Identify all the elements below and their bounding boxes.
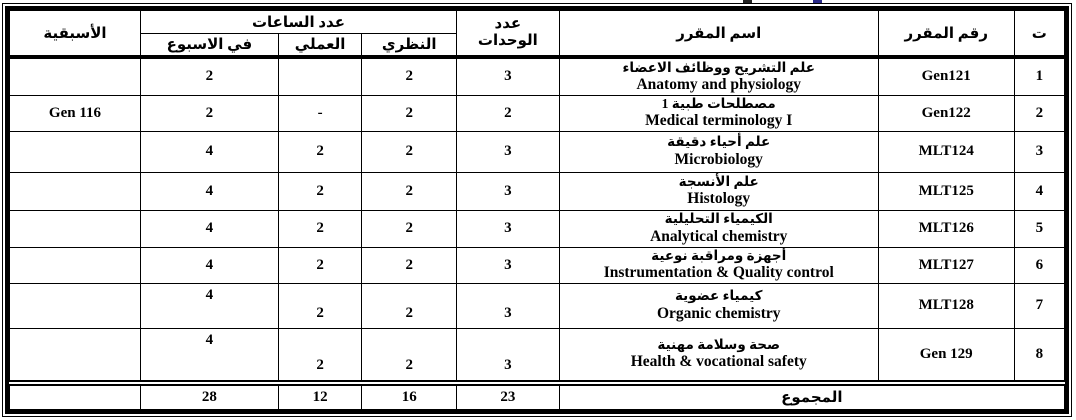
row-prerequisite [10,172,141,211]
header-row-1 [10,11,1065,34]
row-course-code: Gen 129 [878,328,1014,383]
row-prerequisite: Gen 116 [10,95,141,131]
row-seq: 3 [1014,131,1064,172]
curriculum-table [9,10,1065,410]
course-name-arabic: مصطلحات طبية 1 [661,95,776,111]
course-name-arabic: علم الأنسجة [678,174,759,189]
row-course-code: MLT128 [878,283,1014,328]
header-course-name: اسم المقرر [559,11,878,58]
row-theory-hours: 2 [362,283,457,328]
row-course-name [559,211,878,247]
row-course-name [559,57,878,95]
course-name-arabic: أجهزة ومراقبة نوعية [651,247,787,263]
table-row [10,247,1065,283]
row-weekly-hours: 2 [140,57,278,95]
row-units: 3 [457,172,560,211]
row-theory-hours: 2 [362,172,457,211]
row-course-name [559,95,878,131]
row-practical-hours: 2 [278,283,362,328]
row-weekly-hours: 4 [140,328,278,383]
row-practical-hours: 2 [278,131,362,172]
totals-prerequisite [10,383,141,410]
row-seq: 2 [1014,95,1064,131]
row-prerequisite [10,283,141,328]
totals-units: 23 [457,383,560,410]
row-course-code: Gen121 [878,57,1014,95]
row-seq: 6 [1014,247,1064,283]
row-units: 3 [457,283,560,328]
course-name-english: Health & vocational safety [630,353,807,371]
row-course-code: MLT126 [878,211,1014,247]
header-course-code: رقم المقرر [878,11,1014,58]
course-name-arabic: علم التشريح ووظائف الاعضاء [622,59,815,75]
course-name-english: Anatomy and physiology [636,75,801,93]
row-theory-hours: 2 [362,211,457,247]
course-name-english: Histology [687,190,751,208]
course-name-arabic: علم أحياء دقيقة [667,134,771,150]
table-inner-frame [5,6,1069,414]
table-row [10,211,1065,247]
row-seq: 8 [1014,328,1064,383]
table-row [10,283,1065,328]
row-weekly-hours: 4 [140,283,278,328]
row-course-code: MLT124 [878,131,1014,172]
totals-label: المجموع [559,383,1064,410]
row-theory-hours: 2 [362,95,457,131]
row-seq: 7 [1014,283,1064,328]
row-practical-hours: 2 [278,247,362,283]
row-course-name [559,283,878,328]
row-prerequisite [10,211,141,247]
row-units: 3 [457,211,560,247]
row-course-name [559,131,878,172]
row-units: 3 [457,247,560,283]
row-units: 3 [457,131,560,172]
course-name-english: Microbiology [674,150,763,168]
table-row [10,172,1065,211]
totals-theory-hours: 16 [362,383,457,410]
row-units: 3 [457,57,560,95]
row-course-name [559,328,878,383]
row-course-name [559,247,878,283]
course-name-arabic: كيمياء عضوية [674,288,763,304]
row-theory-hours: 2 [362,57,457,95]
header-practical: العملي [278,34,362,57]
course-name-english: Analytical chemistry [650,227,788,245]
table-frame [2,3,1072,417]
row-weekly-hours: 4 [140,172,278,211]
course-name-arabic: صحة وسلامة مهنية [657,336,781,352]
row-practical-hours: 2 [278,328,362,383]
row-practical-hours: 2 [278,211,362,247]
header-units [457,11,560,58]
table-row [10,57,1065,95]
row-seq: 1 [1014,57,1064,95]
table-row [10,328,1065,383]
header-prerequisite: الأسبقية [10,11,141,58]
course-name-english: Instrumentation & Quality control [603,264,834,282]
header-units-line2: الوحدات [477,33,538,50]
row-weekly-hours: 4 [140,131,278,172]
row-course-name [559,172,878,211]
row-seq: 5 [1014,211,1064,247]
header-weekly: في الاسبوع [140,34,278,57]
row-practical-hours: - [278,95,362,131]
row-prerequisite [10,247,141,283]
course-name-english: Medical terminology I [645,112,793,130]
row-weekly-hours: 2 [140,95,278,131]
row-prerequisite [10,131,141,172]
table-row [10,131,1065,172]
totals-practical-hours: 12 [278,383,362,410]
table-row [10,95,1065,131]
row-units: 2 [457,95,560,131]
row-units: 3 [457,328,560,383]
row-theory-hours: 2 [362,131,457,172]
course-name-english: Organic chemistry [656,304,781,322]
row-prerequisite [10,328,141,383]
row-weekly-hours: 4 [140,247,278,283]
header-hours: عدد الساعات [140,11,456,34]
row-practical-hours [278,57,362,95]
header-theory: النظري [362,34,457,57]
header-seq: ت [1014,11,1064,58]
totals-row [10,383,1065,410]
row-theory-hours: 2 [362,328,457,383]
row-practical-hours: 2 [278,172,362,211]
course-name-arabic: الكيمياء التحليلية [664,211,773,227]
row-seq: 4 [1014,172,1064,211]
row-theory-hours: 2 [362,247,457,283]
row-course-code: MLT127 [878,247,1014,283]
totals-weekly-hours: 28 [140,383,278,410]
row-course-code: Gen122 [878,95,1014,131]
header-units-line1: عدد [494,15,522,32]
row-course-code: MLT125 [878,172,1014,211]
row-weekly-hours: 4 [140,211,278,247]
row-prerequisite [10,57,141,95]
